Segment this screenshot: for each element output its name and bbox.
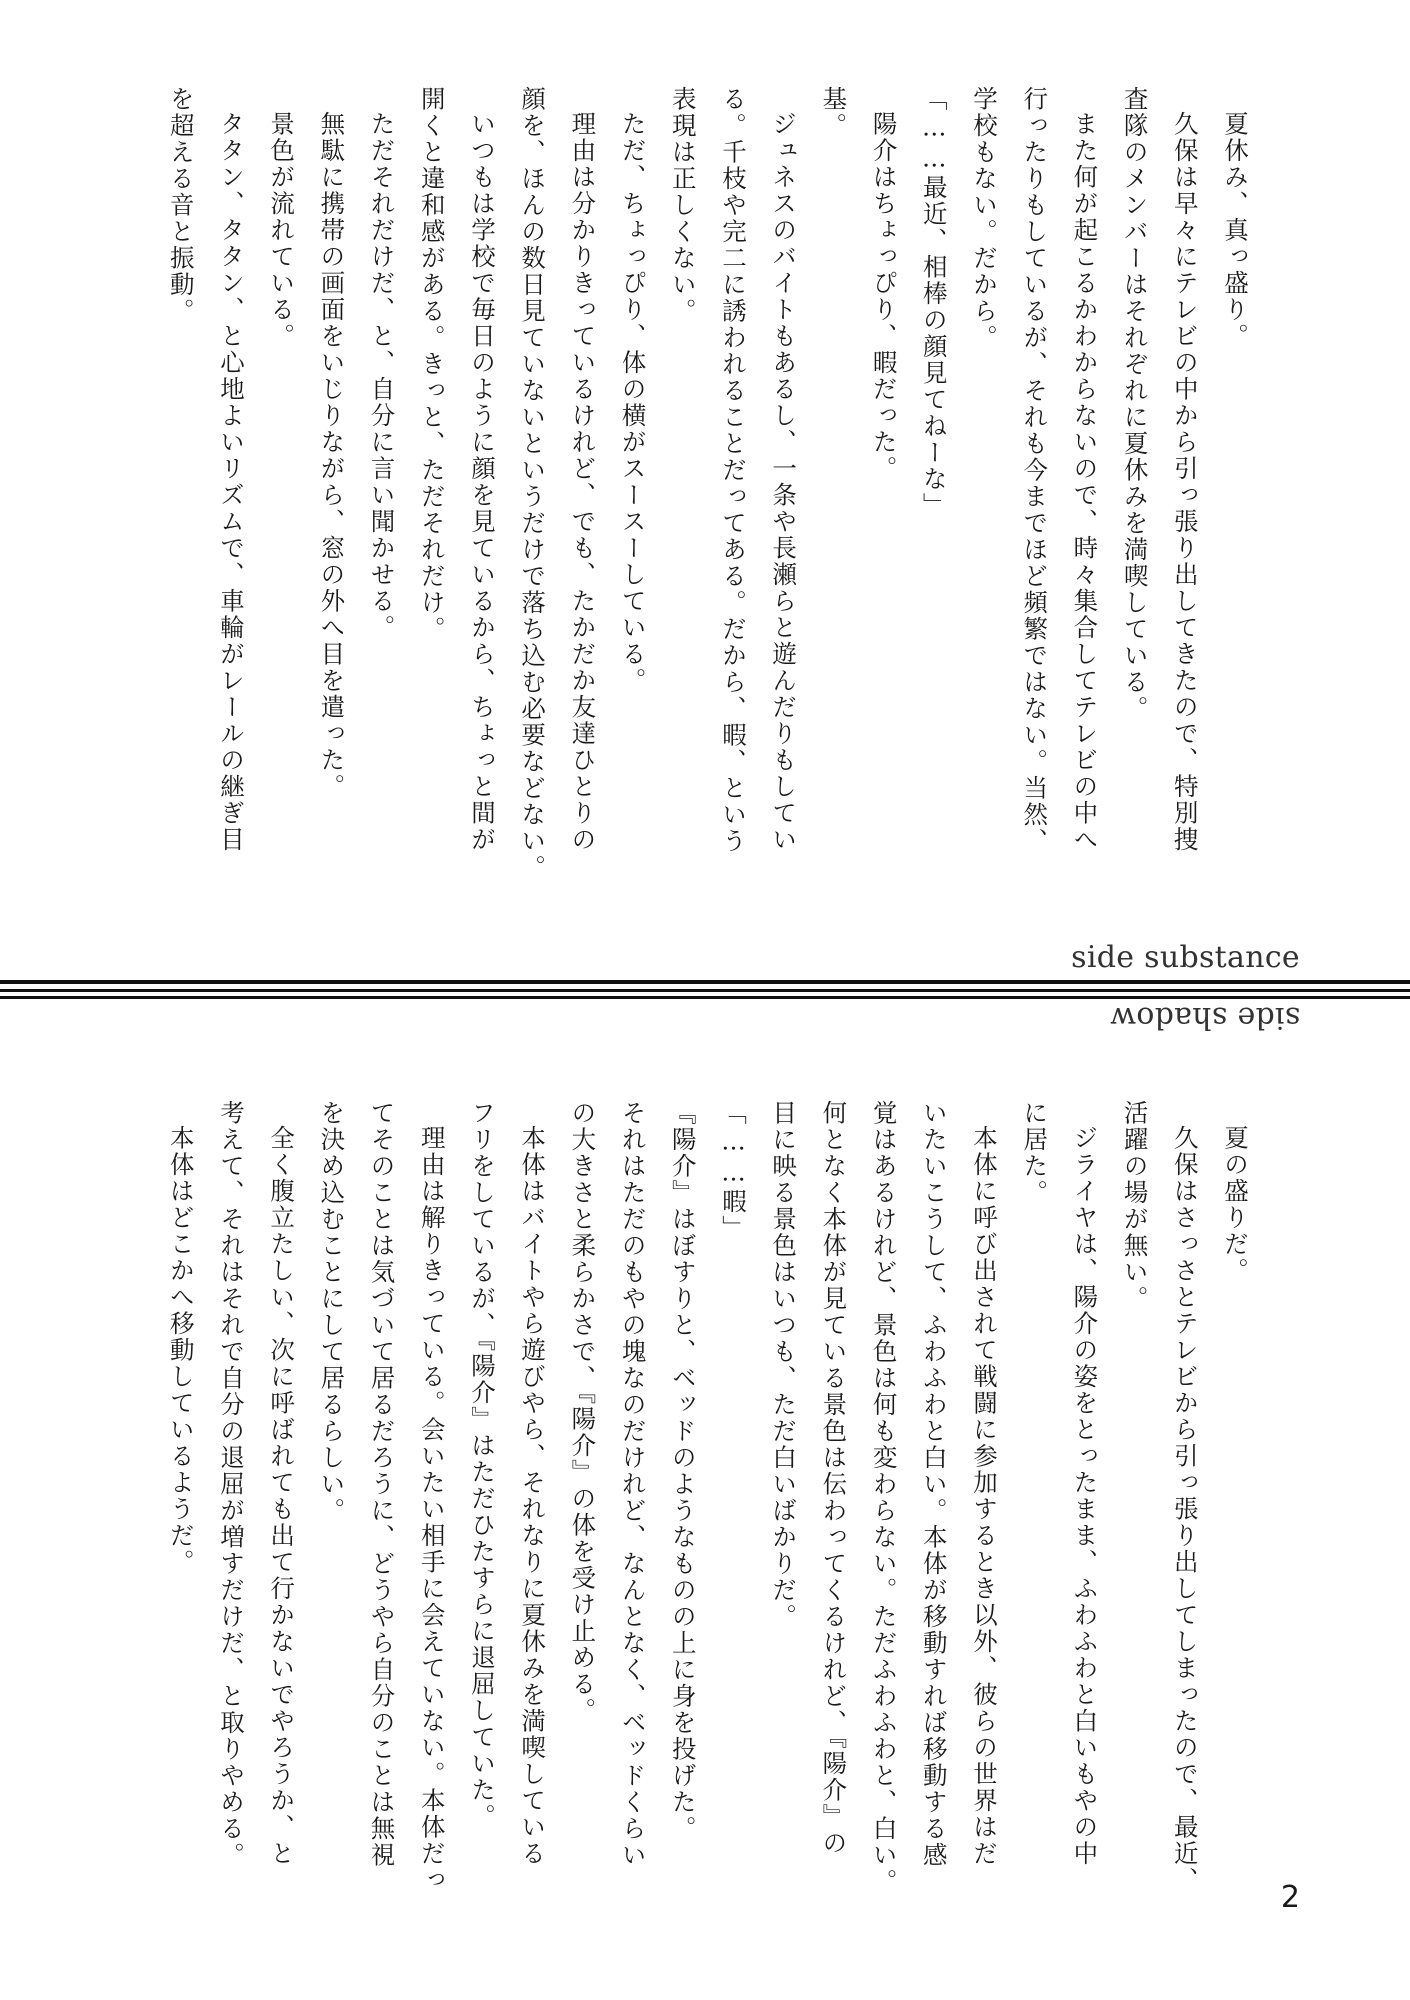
bottom-line-1: 夏の盛りだ。	[1221, 1124, 1250, 1284]
bottom-line-14: の大きさと柔らかさで、『陽介』の体を受け止める。	[568, 1100, 598, 1724]
top-line-6: 学校もない。だから。	[969, 86, 999, 351]
top-line-14: 理由は分かりきっているけれど、でも、たかだか友達ひとりの	[568, 110, 598, 853]
top-line-9: 基。	[819, 86, 849, 139]
top-line-20: 景色が流れている。	[267, 110, 297, 349]
bottom-line-7: いたいこうして、ふわふわと白い。本体が移動すれば移動する感	[919, 1100, 949, 1869]
bottom-line-19: を決め込むことにして居るらしい。	[317, 1100, 347, 1524]
top-line-11: る。千枝や完二に誘われることだってある。だから、暇、という	[718, 86, 748, 855]
top-line-13: ただ、ちょっぴり、体の横がスースーしている。	[618, 110, 648, 694]
top-line-16: いつもは学校で毎日のように顔を見ているから、ちょっと間が	[467, 110, 497, 853]
top-line-12: 表現は正しくない。	[668, 86, 698, 325]
divider-rule-3	[0, 996, 1410, 999]
top-line-17: 開くと違和感がある。きっと、ただそれだけ。	[417, 86, 447, 643]
divider-rule-2	[0, 989, 1410, 992]
top-line-21: タタン、タタン、と心地よいリズムで、車輪がレールの継ぎ目	[216, 110, 246, 853]
side-shadow-label: side shadow	[1109, 1000, 1300, 1035]
top-line-3: 査隊のメンバーはそれぞれに夏休みを満喫している。	[1120, 86, 1150, 722]
bottom-line-10: 目に映る景色はいつも、ただ白いばかりだ。	[769, 1100, 799, 1630]
top-line-2: 久保は早々にテレビの中から引っ張り出してきたので、特別捜	[1170, 110, 1200, 853]
bottom-line-2: 久保はさっさとテレビから引っ張り出してしまったので、最近、	[1170, 1124, 1200, 1893]
bottom-line-20: 全く腹立たしい、次に呼ばれても出て行かないでやろうか、と	[267, 1124, 297, 1867]
bottom-line-15: 本体はバイトやら遊びやら、それなりに夏休みを満喫している	[518, 1124, 548, 1867]
top-line-18: ただそれだけだ、と、自分に言い聞かせる。	[367, 110, 397, 641]
bottom-line-18: てそのことは気づいて居るだろうに、どうやら自分のことは無視	[367, 1100, 397, 1869]
bottom-line-9: 何となく本体が見ている景色は伝わってくるけれど、『陽介』の	[819, 1100, 849, 1857]
bottom-line-17: 理由は解りきっている。会いたい相手に会えていない。本体だっ	[417, 1124, 447, 1893]
top-text-block	[166, 86, 1260, 906]
top-line-22: を超える音と振動。	[166, 86, 196, 325]
bottom-line-13: それはただのもやの塊なのだけれど、なんとなく、ベッドくらい	[618, 1100, 648, 1869]
page-number: 2	[1280, 1880, 1300, 1915]
bottom-line-22: 本体はどこかへ移動しているようだ。	[166, 1124, 196, 1575]
bottom-line-3: 活躍の場が無い。	[1120, 1100, 1150, 1312]
bottom-line-21: 考えて、それはそれで自分の退屈が増すだけだ、と取りやめる。	[216, 1100, 246, 1869]
bottom-line-16: フリをしているが、『陽介』はただひたすらに退屈していた。	[467, 1100, 497, 1830]
top-line-15: 顔を、ほんの数日見ていないというだけで落ち込む必要などない。	[518, 86, 548, 881]
bottom-line-8: 覚はあるけれど、景色は何も変わらない。ただふわふわと、白い。	[869, 1100, 899, 1895]
side-substance-label: side substance	[1071, 940, 1300, 975]
bottom-line-11: 「……暇」	[718, 1100, 748, 1242]
top-line-1: 夏休み、真っ盛り。	[1221, 110, 1250, 349]
top-line-19: 無駄に携帯の画面をいじりながら、窓の外へ目を遣った。	[317, 110, 347, 800]
divider-rule-1	[0, 980, 1410, 984]
top-line-8: 陽介はちょっぴり、暇だった。	[869, 110, 899, 482]
bottom-line-5: に居た。	[1020, 1100, 1050, 1206]
top-line-4: また何が起こるかわからないので、時々集合してテレビの中へ	[1070, 110, 1100, 853]
top-line-5: 行ったりもしているが、それも今までほど頻繁ではない。当然、	[1020, 86, 1050, 855]
bottom-line-6: 本体に呼び出されて戦闘に参加するとき以外、彼らの世界はだ	[969, 1124, 999, 1867]
top-line-10: ジュネスのバイトもあるし、一条や長瀬らと遊んだりもしてい	[769, 110, 799, 853]
bottom-line-12: 『陽介』はぼすりと、ベッドのようなものの上に身を投げた。	[668, 1100, 698, 1842]
bottom-text-block	[166, 1100, 1260, 1900]
bottom-line-4: ジライヤは、陽介の姿をとったまま、ふわふわと白いもやの中	[1070, 1124, 1100, 1867]
top-line-7: 「……最近、相棒の顔見てねーな」	[919, 86, 949, 519]
